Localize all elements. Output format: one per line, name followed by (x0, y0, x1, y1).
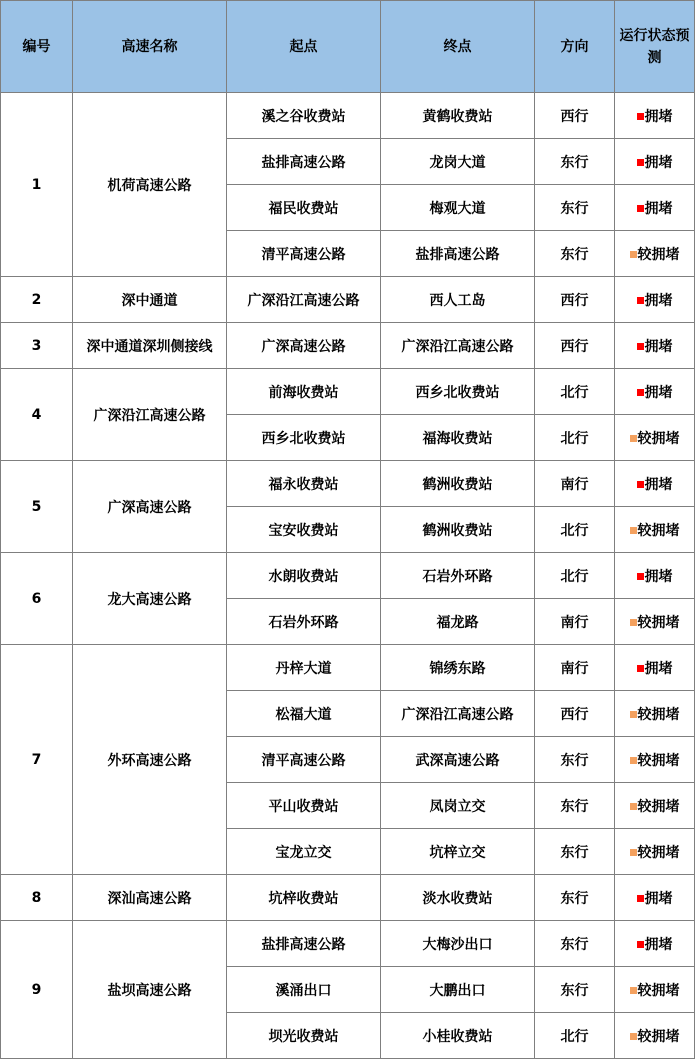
start-point: 广深高速公路 (227, 323, 381, 369)
header-row (1, 1, 695, 93)
direction: 北行 (535, 415, 615, 461)
direction: 东行 (535, 829, 615, 875)
status-square-icon (630, 619, 637, 626)
start-point: 福民收费站 (227, 185, 381, 231)
highway-number: 8 (1, 875, 73, 921)
highway-number: 1 (1, 93, 73, 277)
status-label: 拥堵 (644, 660, 673, 677)
status-square-icon (630, 849, 637, 856)
direction: 东行 (535, 967, 615, 1013)
end-point: 盐排高速公路 (381, 231, 535, 277)
status-cell (615, 369, 695, 415)
table-body (1, 93, 695, 1059)
status-cell (615, 323, 695, 369)
table-row (1, 921, 695, 967)
status-square-icon (637, 665, 644, 672)
status-square-icon (637, 941, 644, 948)
end-point: 鹤洲收费站 (381, 461, 535, 507)
highway-name: 深中通道 (73, 277, 227, 323)
status-label: 拥堵 (644, 154, 673, 171)
start-point: 福永收费站 (227, 461, 381, 507)
status-square-icon (630, 757, 637, 764)
table-row (1, 277, 695, 323)
header-start: 起点 (227, 1, 381, 93)
status-cell (615, 921, 695, 967)
highway-number: 9 (1, 921, 73, 1059)
highway-name: 广深高速公路 (73, 461, 227, 553)
status-label: 较拥堵 (637, 844, 680, 861)
highway-number: 6 (1, 553, 73, 645)
direction: 西行 (535, 323, 615, 369)
start-point: 坑梓收费站 (227, 875, 381, 921)
status-label: 拥堵 (644, 936, 673, 953)
status-square-icon (630, 1033, 637, 1040)
end-point: 石岩外环路 (381, 553, 535, 599)
highway-number: 3 (1, 323, 73, 369)
end-point: 黄鹤收费站 (381, 93, 535, 139)
status-cell (615, 737, 695, 783)
status-square-icon (637, 159, 644, 166)
status-cell (615, 1013, 695, 1059)
end-point: 淡水收费站 (381, 875, 535, 921)
status-label: 较拥堵 (637, 982, 680, 999)
table-row (1, 323, 695, 369)
end-point: 西人工岛 (381, 277, 535, 323)
direction: 东行 (535, 875, 615, 921)
status-square-icon (637, 113, 644, 120)
header-number: 编号 (1, 1, 73, 93)
end-point: 武深高速公路 (381, 737, 535, 783)
status-cell (615, 139, 695, 185)
table-row (1, 875, 695, 921)
start-point: 西乡北收费站 (227, 415, 381, 461)
status-label: 较拥堵 (637, 430, 680, 447)
table-row (1, 645, 695, 691)
status-label: 较拥堵 (637, 614, 680, 631)
highway-number: 7 (1, 645, 73, 875)
start-point: 广深沿江高速公路 (227, 277, 381, 323)
status-label: 较拥堵 (637, 1028, 680, 1045)
status-square-icon (630, 527, 637, 534)
start-point: 盐排高速公路 (227, 139, 381, 185)
status-label: 拥堵 (644, 338, 673, 355)
status-square-icon (637, 205, 644, 212)
status-label: 较拥堵 (637, 246, 680, 263)
start-point: 清平高速公路 (227, 231, 381, 277)
end-point: 小桂收费站 (381, 1013, 535, 1059)
status-square-icon (630, 251, 637, 258)
direction: 西行 (535, 93, 615, 139)
table-row (1, 553, 695, 599)
start-point: 丹梓大道 (227, 645, 381, 691)
status-square-icon (630, 803, 637, 810)
table-row (1, 461, 695, 507)
direction: 东行 (535, 231, 615, 277)
highway-name: 外环高速公路 (73, 645, 227, 875)
highway-number: 4 (1, 369, 73, 461)
status-label: 较拥堵 (637, 798, 680, 815)
highway-number: 2 (1, 277, 73, 323)
status-cell (615, 415, 695, 461)
start-point: 坝光收费站 (227, 1013, 381, 1059)
status-square-icon (637, 343, 644, 350)
highway-number: 5 (1, 461, 73, 553)
header-direction: 方向 (535, 1, 615, 93)
status-cell (615, 967, 695, 1013)
highway-name: 龙大高速公路 (73, 553, 227, 645)
end-point: 坑梓立交 (381, 829, 535, 875)
end-point: 锦绣东路 (381, 645, 535, 691)
direction: 东行 (535, 921, 615, 967)
status-cell (615, 645, 695, 691)
end-point: 凤岗立交 (381, 783, 535, 829)
direction: 北行 (535, 553, 615, 599)
start-point: 盐排高速公路 (227, 921, 381, 967)
start-point: 石岩外环路 (227, 599, 381, 645)
status-square-icon (637, 481, 644, 488)
start-point: 溪涌出口 (227, 967, 381, 1013)
status-square-icon (637, 573, 644, 580)
end-point: 福海收费站 (381, 415, 535, 461)
header-end: 终点 (381, 1, 535, 93)
direction: 东行 (535, 737, 615, 783)
direction: 北行 (535, 369, 615, 415)
status-cell (615, 231, 695, 277)
status-square-icon (630, 987, 637, 994)
end-point: 鹤洲收费站 (381, 507, 535, 553)
highway-name: 深中通道深圳侧接线 (73, 323, 227, 369)
start-point: 溪之谷收费站 (227, 93, 381, 139)
direction: 南行 (535, 599, 615, 645)
status-label: 拥堵 (644, 200, 673, 217)
status-cell (615, 93, 695, 139)
start-point: 松福大道 (227, 691, 381, 737)
status-square-icon (637, 389, 644, 396)
direction: 西行 (535, 691, 615, 737)
status-label: 拥堵 (644, 890, 673, 907)
direction: 东行 (535, 783, 615, 829)
status-cell (615, 277, 695, 323)
header-status: 运行状态预测 (615, 1, 695, 93)
status-square-icon (630, 435, 637, 442)
start-point: 平山收费站 (227, 783, 381, 829)
end-point: 大梅沙出口 (381, 921, 535, 967)
header-highway-name: 高速名称 (73, 1, 227, 93)
status-cell (615, 691, 695, 737)
highway-name: 广深沿江高速公路 (73, 369, 227, 461)
status-label: 拥堵 (644, 568, 673, 585)
status-square-icon (637, 895, 644, 902)
start-point: 清平高速公路 (227, 737, 381, 783)
direction: 北行 (535, 1013, 615, 1059)
direction: 南行 (535, 645, 615, 691)
direction: 西行 (535, 277, 615, 323)
table-row (1, 369, 695, 415)
status-label: 拥堵 (644, 292, 673, 309)
direction: 东行 (535, 185, 615, 231)
status-cell (615, 829, 695, 875)
status-label: 较拥堵 (637, 522, 680, 539)
direction: 东行 (535, 139, 615, 185)
end-point: 福龙路 (381, 599, 535, 645)
status-cell (615, 553, 695, 599)
end-point: 大鹏出口 (381, 967, 535, 1013)
status-square-icon (637, 297, 644, 304)
end-point: 广深沿江高速公路 (381, 691, 535, 737)
direction: 南行 (535, 461, 615, 507)
end-point: 西乡北收费站 (381, 369, 535, 415)
table-row (1, 93, 695, 139)
status-label: 较拥堵 (637, 752, 680, 769)
status-label: 拥堵 (644, 384, 673, 401)
status-cell (615, 783, 695, 829)
start-point: 宝龙立交 (227, 829, 381, 875)
status-label: 较拥堵 (637, 706, 680, 723)
start-point: 宝安收费站 (227, 507, 381, 553)
status-cell (615, 461, 695, 507)
status-cell (615, 185, 695, 231)
highway-name: 盐坝高速公路 (73, 921, 227, 1059)
highway-name: 深汕高速公路 (73, 875, 227, 921)
status-cell (615, 875, 695, 921)
start-point: 水朗收费站 (227, 553, 381, 599)
status-label: 拥堵 (644, 108, 673, 125)
highway-name: 机荷高速公路 (73, 93, 227, 277)
status-cell (615, 507, 695, 553)
end-point: 龙岗大道 (381, 139, 535, 185)
direction: 北行 (535, 507, 615, 553)
status-square-icon (630, 711, 637, 718)
start-point: 前海收费站 (227, 369, 381, 415)
end-point: 广深沿江高速公路 (381, 323, 535, 369)
status-cell (615, 599, 695, 645)
status-label: 拥堵 (644, 476, 673, 493)
end-point: 梅观大道 (381, 185, 535, 231)
